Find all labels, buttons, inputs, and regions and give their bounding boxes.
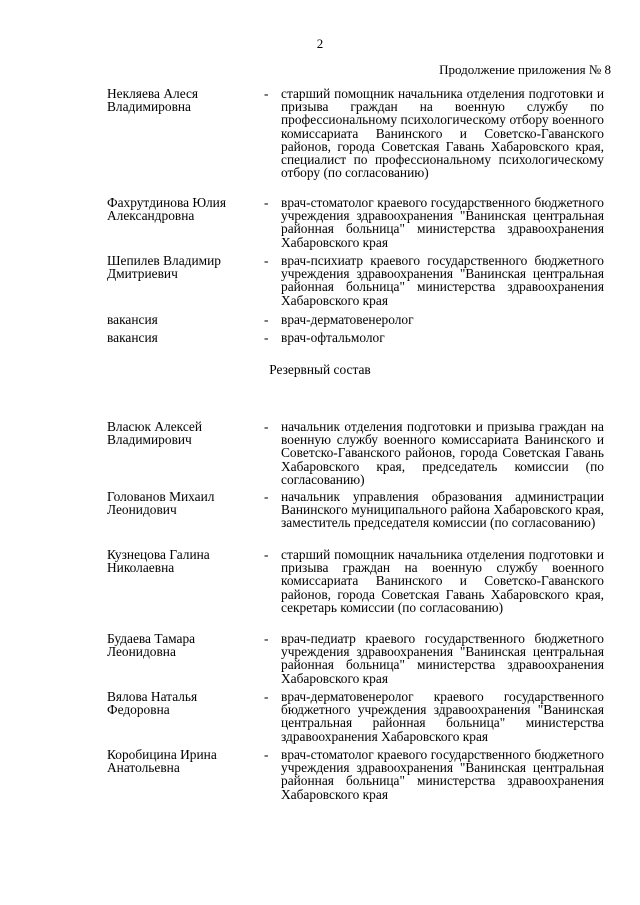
member-name: Шепилев Владимир Дмитриевич bbox=[107, 253, 221, 282]
member-name: Власюк Алексей Владимирович bbox=[107, 419, 203, 448]
member-role: врач-стоматолог краевого государственного бюджетного учреждения здравоохранения "Ванинская центральная районная больница" министерства здравоохранения Хабаровского края bbox=[281, 747, 604, 802]
member-role: старший помощник начальника отделения подготовки и призыва граждан на военную службу военного комиссариата Ванинского и Советско-Гаванского районов, города Советская Гавань Хабаровского края, секретарь комиссии (по согласованию) bbox=[281, 547, 604, 615]
separator-dash: - bbox=[264, 419, 269, 434]
separator-dash: - bbox=[264, 312, 269, 327]
member-name: Голованов Михаил Леонидович bbox=[107, 489, 215, 518]
member-name: Будаева Тамара Леонидовна bbox=[107, 631, 196, 660]
member-role: врач-дерматовенеролог bbox=[281, 312, 414, 327]
page-number: 2 bbox=[316, 36, 324, 51]
member-name: вакансия bbox=[107, 330, 158, 345]
member-name: Вялова Наталья Федоровна bbox=[107, 689, 198, 718]
separator-dash: - bbox=[264, 631, 269, 646]
member-name: Кузнецова Галина Николаевна bbox=[107, 547, 210, 576]
member-role: врач-офтальмолог bbox=[281, 330, 385, 345]
separator-dash: - bbox=[264, 747, 269, 762]
separator-dash: - bbox=[264, 489, 269, 504]
member-role: врач-педиатр краевого государственного бюджетного учреждения здравоохранения "Ванинская центральная районная больница" министерства здравоохранения Хабаровского края bbox=[281, 631, 604, 686]
member-name: Коробицина Ирина Анатольевна bbox=[107, 747, 217, 776]
member-role: начальник управления образования администрации Ванинского муниципального района Хабаровского края, заместитель председателя комиссии (по согласованию) bbox=[281, 489, 604, 531]
member-name: Фахрутдинова Юлия Александровна bbox=[107, 195, 226, 224]
member-role: врач-психиатр краевого государственного бюджетного учреждения здравоохранения "Ванинская центральная районная больница" министерства здравоохранения Хабаровского края bbox=[281, 253, 604, 308]
member-name: Некляева Алеся Владимировна bbox=[107, 86, 199, 115]
separator-dash: - bbox=[264, 86, 269, 101]
separator-dash: - bbox=[264, 547, 269, 562]
member-role: начальник отделения подготовки и призыва граждан на военную службу военного комиссариата Ванинского и Советско-Гаванского районов, города Советская Гавань Хабаровского края, председатель комиссии (по согласованию) bbox=[281, 419, 604, 487]
appendix-continuation-label: Продолжение приложения № 8 bbox=[439, 62, 611, 77]
member-role: старший помощник начальника отделения подготовки и призыва граждан на военную службу по профессиональному психологическому отбору военного комиссариата Ванинского и Советско-Гаванского районов, города Советская Гавань Хабаровского края, специалист по профессиональному психологическому отбору (по согласованию) bbox=[281, 86, 604, 181]
separator-dash: - bbox=[264, 330, 269, 345]
member-name: вакансия bbox=[107, 312, 158, 327]
member-role: врач-дерматовенеролог краевого государственного бюджетного учреждения здравоохранения "Ванинская центральная районная больница" министерства здравоохранения Хабаровского края bbox=[281, 689, 604, 744]
separator-dash: - bbox=[264, 195, 269, 210]
separator-dash: - bbox=[264, 253, 269, 268]
reserve-section-title: Резервный состав bbox=[269, 362, 371, 377]
member-role: врач-стоматолог краевого государственного бюджетного учреждения здравоохранения "Ванинская центральная районная больница" министерства здравоохранения Хабаровского края bbox=[281, 195, 604, 250]
separator-dash: - bbox=[264, 689, 269, 704]
